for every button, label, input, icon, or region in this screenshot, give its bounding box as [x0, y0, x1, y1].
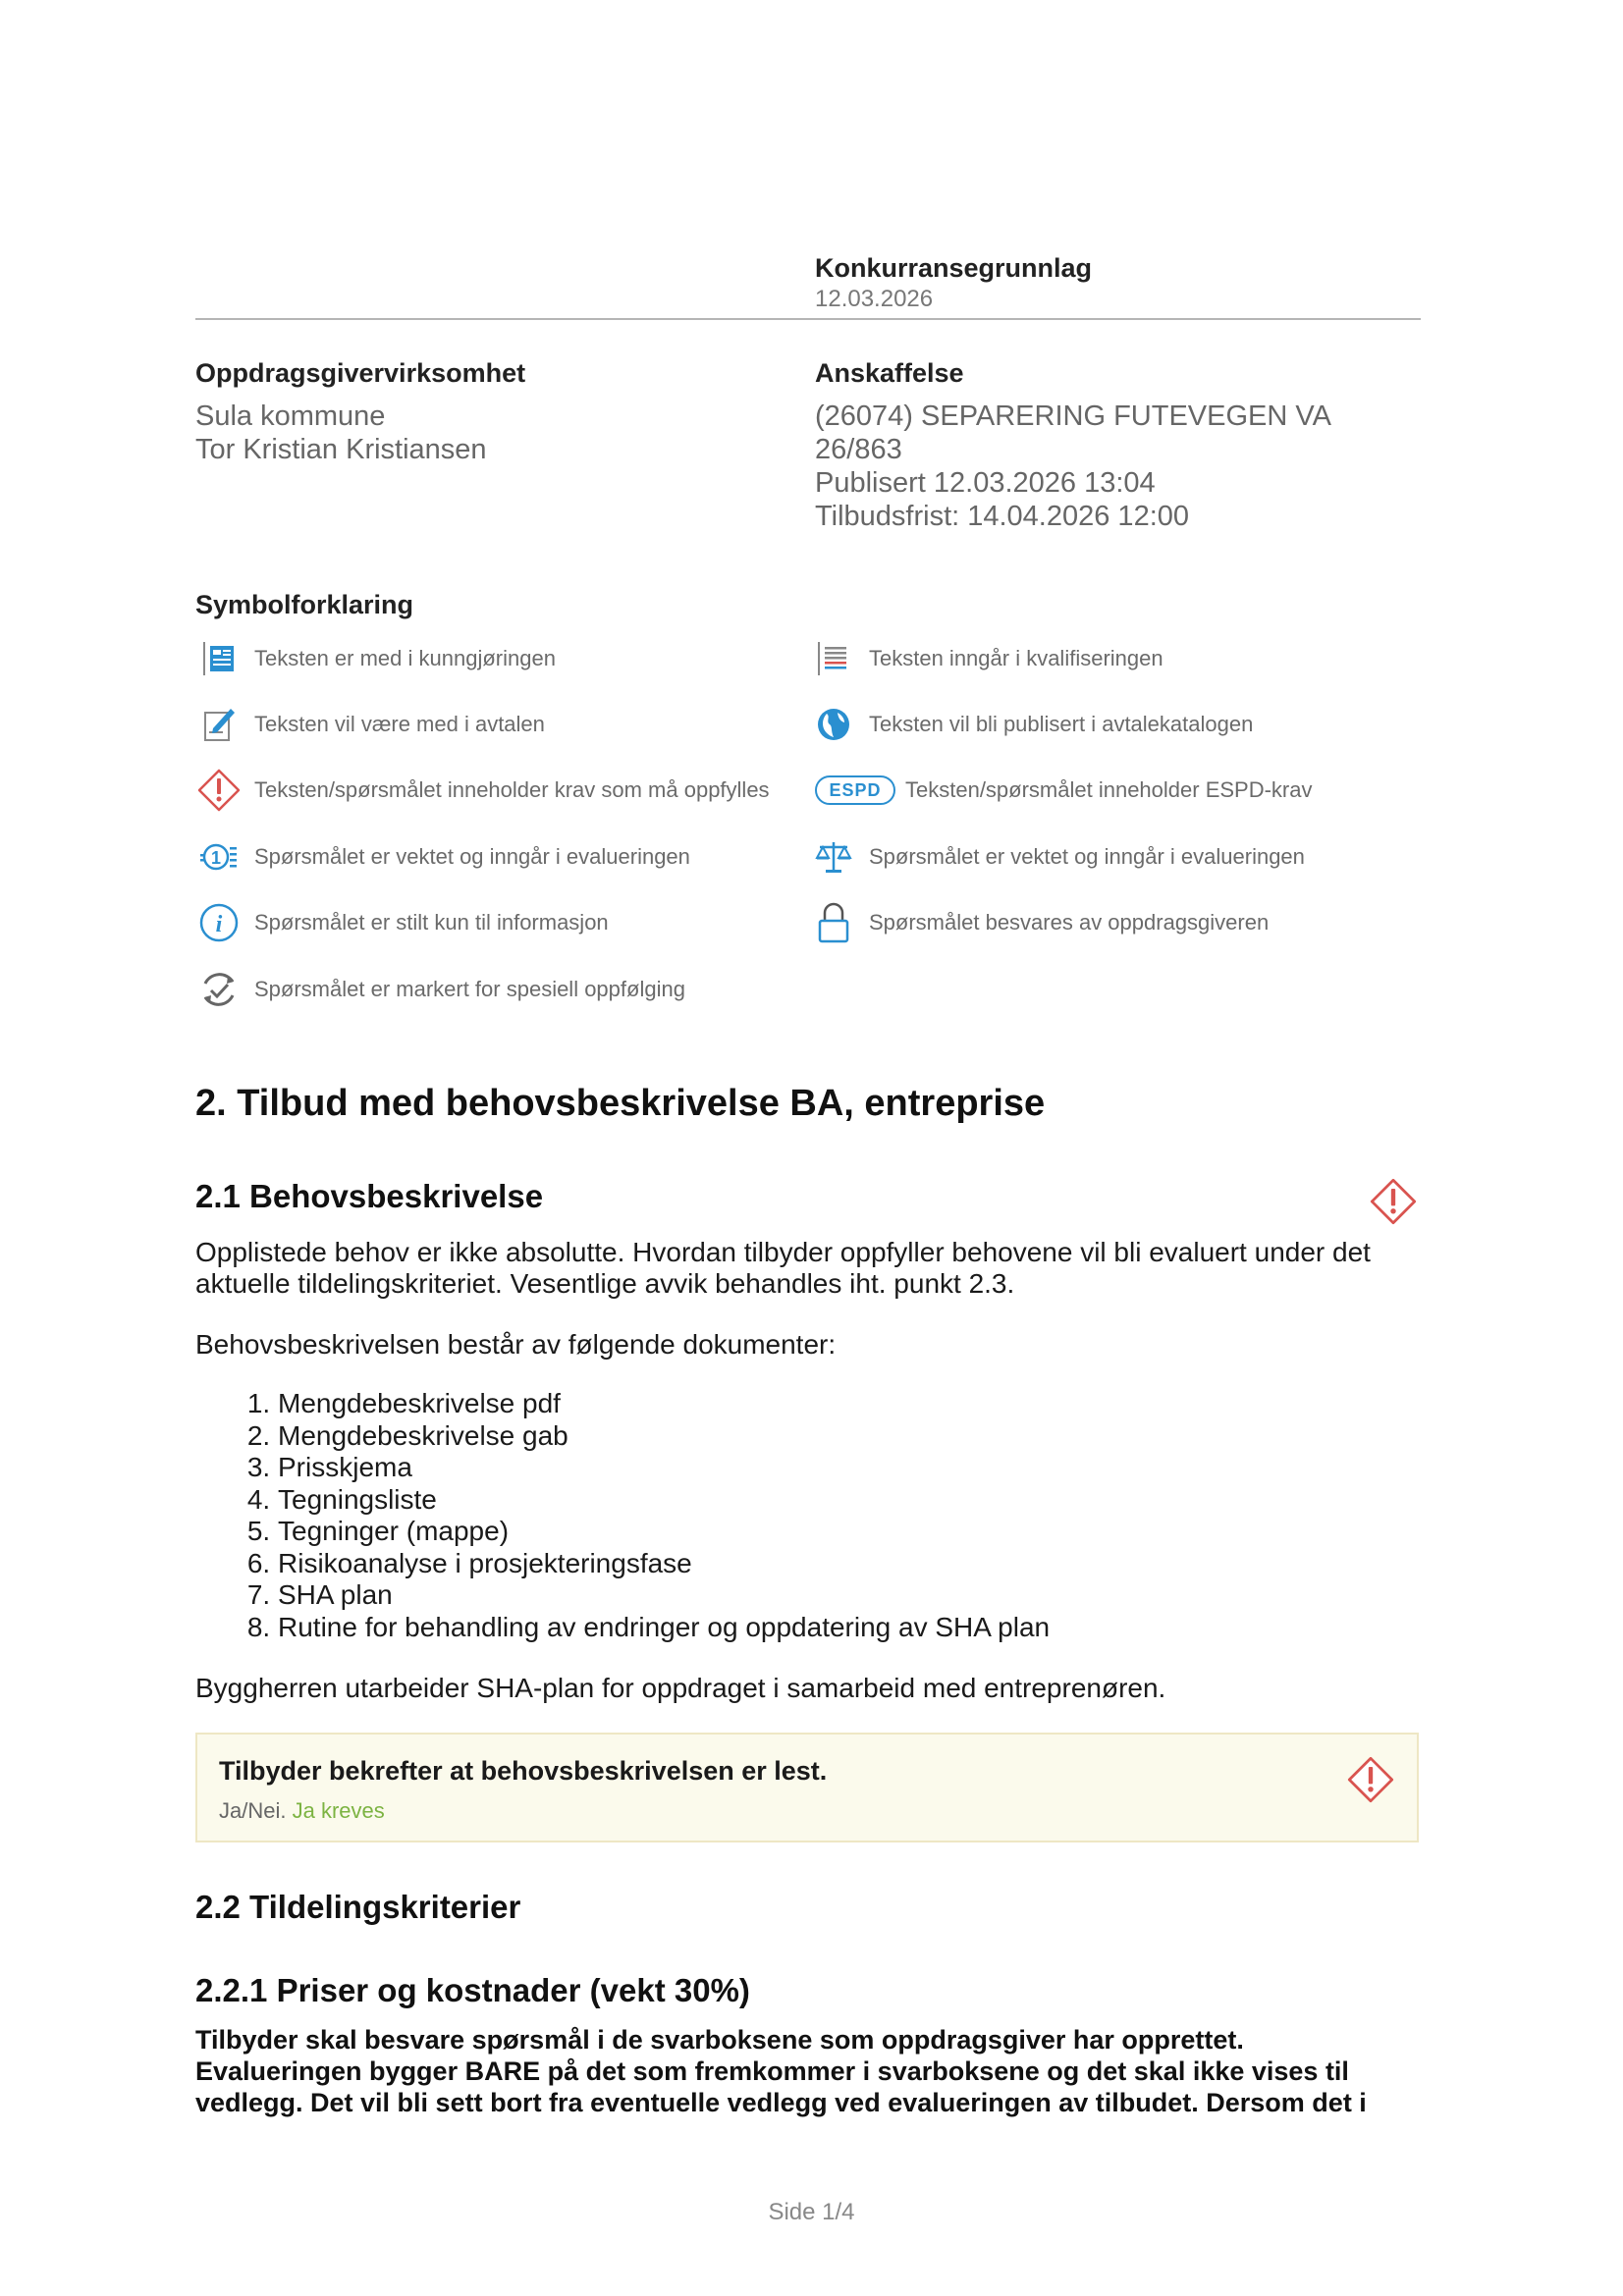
list-item: 8. Rutine for behandling av endringer og oppdatering av SHA plan	[278, 1612, 1050, 1644]
qualification-list-icon	[810, 635, 857, 682]
legend-item-lock	[810, 899, 1269, 946]
section-2-1-title: 2.1 Behovsbeskrivelse	[195, 1178, 544, 1214]
criteria-paragraph-line-3: vedlegg. Det vil bli sett bort fra eventuelle vedlegg ved evalueringen av tilbudet. Dersom det i	[195, 2088, 1367, 2117]
criteria-paragraph-line-2: Evalueringen bygger BARE på det som fremkommer i svarboksene og det skal ikke vises til	[195, 2056, 1349, 2086]
page-number: Side 1/4	[768, 2199, 855, 2225]
legend-text: Spørsmålet er vektet og inngår i evalueringen	[254, 844, 690, 869]
weighted-number-icon	[195, 833, 243, 881]
legend-text: Spørsmålet er stilt kun til informasjon	[254, 910, 609, 934]
client-heading: Oppdragsgivervirksomhet	[195, 358, 526, 388]
document-list	[195, 1388, 1050, 1643]
list-item: 2. Mengdebeskrivelse gab	[278, 1420, 1050, 1453]
list-item: 3. Prisskjema	[278, 1452, 1050, 1484]
confirmation-question-box	[195, 1733, 1419, 1842]
svg-text:1: 1	[210, 848, 222, 868]
announcement-icon	[195, 635, 243, 682]
confirmation-question: Tilbyder bekrefter at behovsbeskrivelsen er lest.	[219, 1756, 828, 1786]
legend-text: Spørsmålet er markert for spesiell oppfølging	[254, 977, 685, 1001]
intro-paragraph-line-1: Opplistede behov er ikke absolutte. Hvordan tilbyder oppfyller behovene vil bli evaluert under det	[195, 1237, 1371, 1267]
requirement-warning-icon	[1369, 1177, 1418, 1231]
intro-paragraph-line-2: aktuelle tildelingskriteriet. Vesentlige avvik behandles iht. punkt 2.3.	[195, 1268, 1015, 1299]
legend-item-weighted	[195, 833, 690, 881]
follow-up-icon	[195, 966, 243, 1013]
svg-text:i: i	[215, 912, 223, 937]
client-contact: Tor Kristian Kristiansen	[195, 434, 487, 465]
procurement-deadline: Tilbudsfrist: 14.04.2026 12:00	[815, 501, 1190, 532]
lock-icon	[810, 899, 857, 946]
espd-badge-icon: ESPD	[815, 775, 895, 805]
sha-note: Byggherren utarbeider SHA-plan for oppdraget i samarbeid med entreprenøren.	[195, 1673, 1166, 1703]
legend-title: Symbolforklaring	[195, 590, 414, 619]
legend-text: Teksten/spørsmålet inneholder krav som må oppfylles	[254, 777, 770, 802]
section-2-2-1-title: 2.2.1 Priser og kostnader (vekt 30%)	[195, 1972, 750, 2008]
info-icon	[195, 899, 243, 946]
legend-item-contract	[195, 701, 545, 748]
requirement-warning-icon	[195, 767, 243, 814]
client-org: Sula kommune	[195, 400, 386, 432]
document-date: 12.03.2026	[815, 286, 934, 312]
answer-type: Ja/Nei.	[219, 1798, 287, 1823]
confirmation-answer	[219, 1798, 385, 1824]
list-item: 7. SHA plan	[278, 1579, 1050, 1612]
list-item: 4. Tegningsliste	[278, 1484, 1050, 1517]
legend-item-catalog	[810, 701, 1253, 748]
legend-item-info	[195, 899, 609, 946]
legend-text: Teksten inngår i kvalifiseringen	[869, 646, 1163, 670]
contract-edit-icon	[195, 701, 243, 748]
legend-text: Teksten er med i kunngjøringen	[254, 646, 556, 670]
legend-item-announcement	[195, 635, 556, 682]
procurement-published: Publisert 12.03.2026 13:04	[815, 467, 1156, 499]
procurement-case-number: 26/863	[815, 434, 902, 465]
section-2-2-title: 2.2 Tildelingskriterier	[195, 1889, 521, 1925]
legend-item-requirement	[195, 767, 770, 814]
legend-text: Teksten vil bli publisert i avtalekatalogen	[869, 712, 1254, 736]
legend-text: Teksten vil være med i avtalen	[254, 712, 545, 736]
globe-icon	[810, 701, 857, 748]
legend-text: Spørsmålet er vektet og inngår i evalueringen	[869, 844, 1305, 869]
document-list-intro: Behovsbeskrivelsen består av følgende dokumenter:	[195, 1329, 837, 1360]
legend-item-espd	[815, 767, 1313, 814]
list-item: 5. Tegninger (mappe)	[278, 1516, 1050, 1548]
legend-item-scales	[810, 833, 1305, 881]
legend-item-follow-up	[195, 966, 685, 1013]
legend-text: Spørsmålet besvares av oppdragsgiveren	[869, 910, 1270, 934]
document-type-title: Konkurransegrunnlag	[815, 253, 1093, 283]
legend-text: Teksten/spørsmålet inneholder ESPD-krav	[905, 777, 1313, 802]
section-2-title: 2. Tilbud med behovsbeskrivelse BA, entreprise	[195, 1083, 1046, 1124]
requirement-warning-icon	[1346, 1755, 1395, 1809]
list-item: 6. Risikoanalyse i prosjekteringsfase	[278, 1548, 1050, 1580]
criteria-paragraph-line-1: Tilbyder skal besvare spørsmål i de svarboksene som oppdragsgiver har opprettet.	[195, 2025, 1244, 2055]
list-item: 1. Mengdebeskrivelse pdf	[278, 1388, 1050, 1420]
procurement-heading: Anskaffelse	[815, 358, 964, 388]
legend-item-qualification	[810, 635, 1163, 682]
header-divider	[195, 318, 1421, 320]
scales-icon	[810, 833, 857, 881]
procurement-title: (26074) SEPARERING FUTEVEGEN VA	[815, 400, 1331, 432]
answer-required: Ja kreves	[292, 1798, 385, 1823]
